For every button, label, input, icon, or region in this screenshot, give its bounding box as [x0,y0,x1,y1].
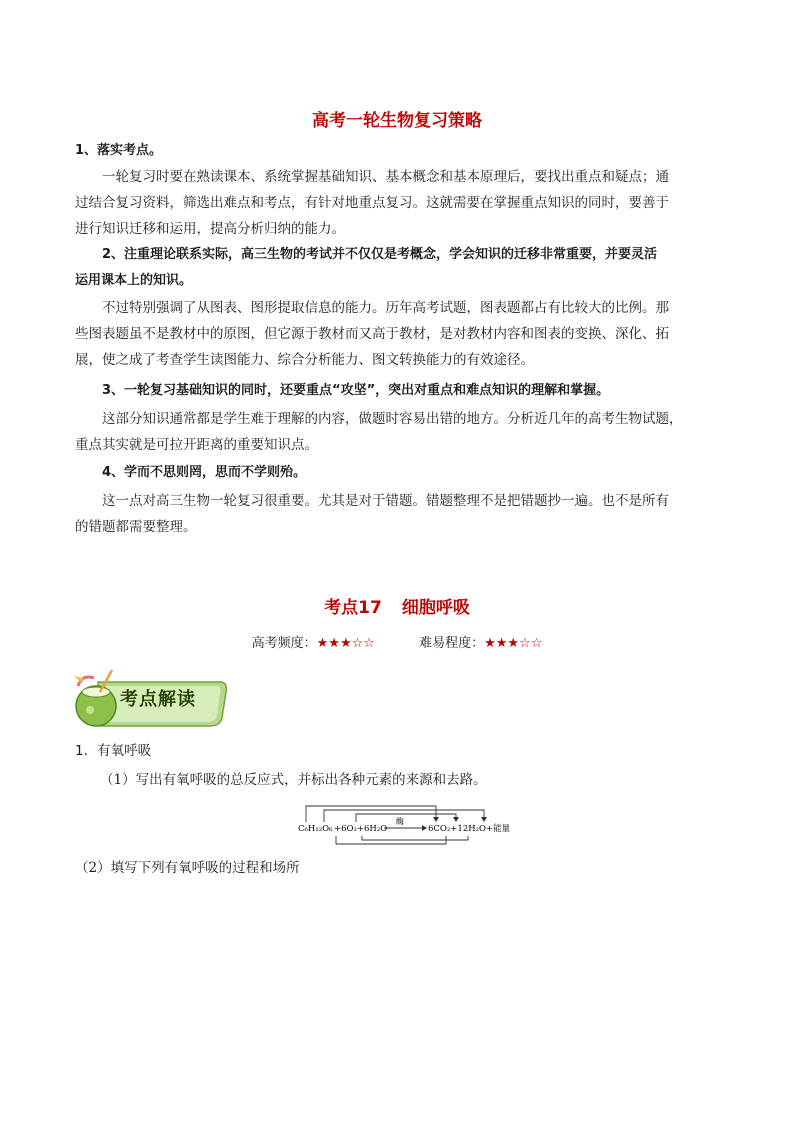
sub-question-1: （1）写出有氧呼吸的总反应式，并标出各种元素的来源和去路。 [100,772,487,788]
section-name: 细胞呼吸 [401,598,470,618]
heading-line: 运用课本上的知识。 [75,273,193,288]
section-title [0,593,794,618]
section-number: 考点17 [324,598,382,618]
paragraph-line: 这部分知识通常都是学生难于理解的内容，做题时容易出错的地方。分析近几年的高考生物试题， [102,411,683,427]
section-3-heading [75,378,725,404]
section-3-paragraph [75,406,725,458]
frequency-rating [252,632,375,651]
difficulty-rating [419,632,542,651]
paragraph-line: 不过特别强调了从图表、图形提取信息的能力。历年高考试题，图表题都占有比较大的比例。那 [102,300,669,316]
reactant-oxygen-water: +6O₂+6H₂O [334,824,388,834]
frequency-label: 高考频度： [251,636,317,651]
paragraph-line: 过结合复习资料，筛选出难点和考点，有针对地重点复习。这就需要在掌握重点知识的同时，要善于 [75,195,669,211]
section-4-paragraph [75,488,725,540]
product-text: 6CO₂+12H₂O+能量 [428,824,511,834]
page-title: 高考一轮生物复习策略 [312,111,482,131]
difficulty-stars [484,636,542,651]
section-1-paragraph [75,164,725,242]
paragraph-line: 重点其实就是可拉开距离的重要知识点。 [75,437,318,453]
coconut-drink-icon [74,670,116,726]
paragraph-line: 些图表题虽不是教材中的原图，但它源于教材而又高于教材，是对教材内容和图表的变换、深化、拓 [75,326,669,342]
frequency-stars-filled: ★★★ [316,636,352,651]
kaodian-jiedu-badge [70,668,230,730]
paragraph-line: 的错题都需要整理。 [75,519,197,535]
section-4-heading [75,460,725,486]
rating-row [0,632,794,651]
difficulty-label: 难易程度： [419,636,485,651]
paragraph-line: 这一点对高三生物一轮复习很重要。尤其是对于错题。错题整理不是把错题抄一遍。也不是所有 [102,493,669,509]
item-title: 1．有氧呼吸 [75,743,152,759]
difficulty-stars-empty: ☆☆ [519,636,543,651]
paragraph-line: 进行知识迁移和运用，提高分析归纳的能力。 [75,221,345,237]
respiration-equation-diagram [296,800,526,848]
section-2-paragraph [75,295,725,373]
section-1-heading [75,138,725,164]
heading-line: 3、一轮复习基础知识的同时，还要重点“攻坚”，突出对重点和难点知识的理解和掌握。 [102,383,610,398]
equation-arrows [296,800,526,848]
frequency-stars [317,636,375,651]
paragraph-line: 一轮复习时要在熟读课本、系统掌握基础知识、基本概念和基本原理后，要找出重点和疑点；通 [102,169,669,185]
difficulty-stars-filled: ★★★ [484,636,520,651]
reactant-glucose: C₆H₁₂O₆ [298,824,333,834]
frequency-stars-empty: ☆☆ [351,636,375,651]
enzyme-label: 酶 [396,817,404,826]
heading-line: 2、注重理论联系实际，高三生物的考试并不仅仅是考概念，学会知识的迁移非常重要，并要灵活 [102,247,658,262]
section-2-heading [75,242,725,294]
heading-line: 4、学而不思则罔，思而不学则殆。 [102,465,307,480]
badge-label: 考点解读 [120,689,196,710]
paragraph-line: 展，使之成了考查学生读图能力、综合分析能力、图文转换能力的有效途径。 [75,352,534,368]
heading-line: 1、落实考点。 [75,143,163,158]
sub-question-2: （2）填写下列有氧呼吸的过程和场所 [75,860,300,876]
